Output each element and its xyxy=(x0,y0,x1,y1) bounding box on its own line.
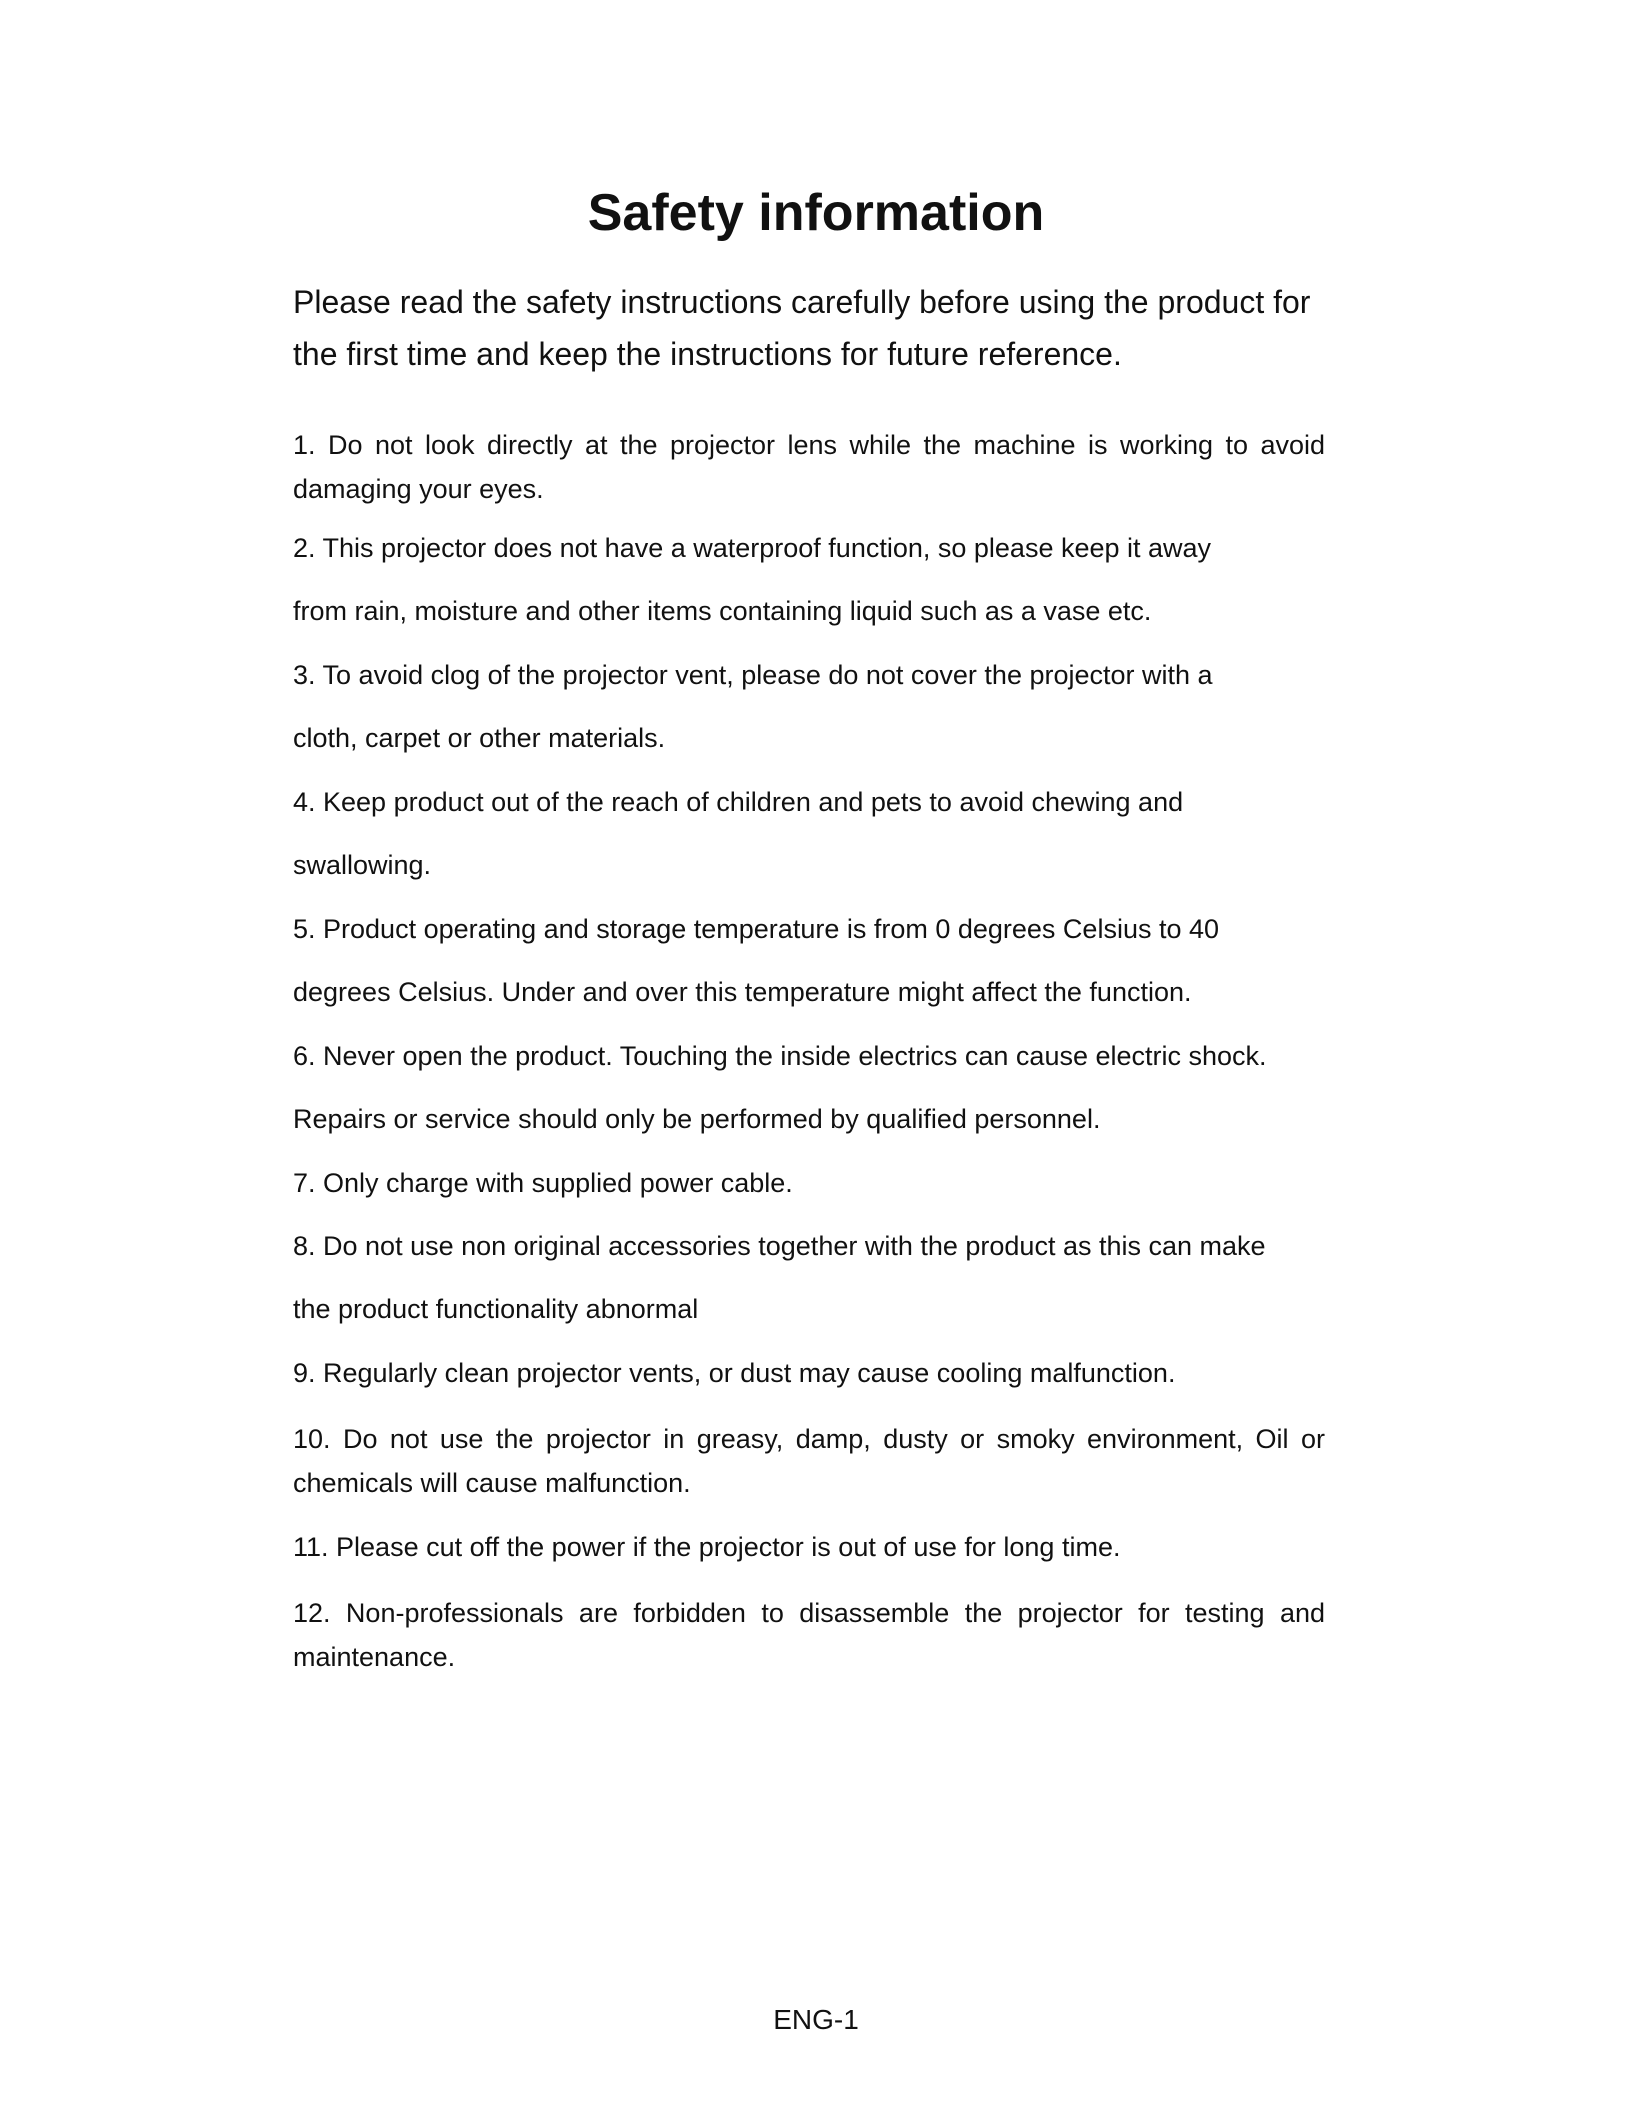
safety-item-5-line-2: degrees Celsius. Under and over this temperature might affect the function. xyxy=(293,977,1192,1007)
safety-item-8-line-1: 8. Do not use non original accessories together with the product as this can make xyxy=(293,1231,1266,1261)
safety-item-6-line-2: Repairs or service should only be performed by qualified personnel. xyxy=(293,1104,1101,1134)
safety-item-11 xyxy=(293,1532,1325,1562)
safety-item-7-line-1: 7. Only charge with supplied power cable. xyxy=(293,1168,793,1198)
safety-item-11-line-1: 11. Please cut off the power if the projector is out of use for long time. xyxy=(293,1532,1121,1562)
safety-item-6-line-1: 6. Never open the product. Touching the inside electrics can cause electric shock. xyxy=(293,1041,1267,1071)
safety-item-4 xyxy=(293,787,1325,880)
safety-item-9-line-1: 9. Regularly clean projector vents, or dust may cause cooling malfunction. xyxy=(293,1358,1176,1388)
page-title: Safety information xyxy=(587,184,1045,242)
safety-item-5-line-1: 5. Product operating and storage temperature is from 0 degrees Celsius to 40 xyxy=(293,914,1220,944)
safety-item-5 xyxy=(293,914,1325,1007)
safety-item-7 xyxy=(293,1168,1325,1198)
safety-item-4-line-1: 4. Keep product out of the reach of children and pets to avoid chewing and xyxy=(293,787,1184,817)
safety-item-3 xyxy=(293,660,1325,753)
safety-item-6 xyxy=(293,1041,1325,1134)
safety-item-8 xyxy=(293,1231,1325,1324)
safety-item-12: 12. Non-professionals are forbidden to disassemble the projector for testing and maintenance. xyxy=(293,1598,1325,1672)
safety-item-10: 10. Do not use the projector in greasy, damp, dusty or smoky environment, Oil or chemicals will cause malfunction. xyxy=(293,1424,1325,1498)
safety-item-2 xyxy=(293,533,1325,626)
safety-item-3-line-1: 3. To avoid clog of the projector vent, please do not cover the projector with a xyxy=(293,660,1213,690)
safety-item-4-line-2: swallowing. xyxy=(293,850,432,880)
safety-item-3-line-2: cloth, carpet or other materials. xyxy=(293,723,666,753)
safety-item-2-line-1: 2. This projector does not have a waterproof function, so please keep it away xyxy=(293,533,1212,563)
page-number: ENG-1 xyxy=(773,2004,859,2035)
safety-item-9 xyxy=(293,1358,1325,1388)
intro-paragraph: Please read the safety instructions carefully before using the product for the first time and keep the instructions for future reference. xyxy=(293,284,1311,372)
safety-item-8-line-2: the product functionality abnormal xyxy=(293,1294,699,1324)
safety-item-2-line-2: from rain, moisture and other items containing liquid such as a vase etc. xyxy=(293,596,1152,626)
safety-item-1: 1. Do not look directly at the projector lens while the machine is working to avoid damaging your eyes. xyxy=(293,430,1325,504)
